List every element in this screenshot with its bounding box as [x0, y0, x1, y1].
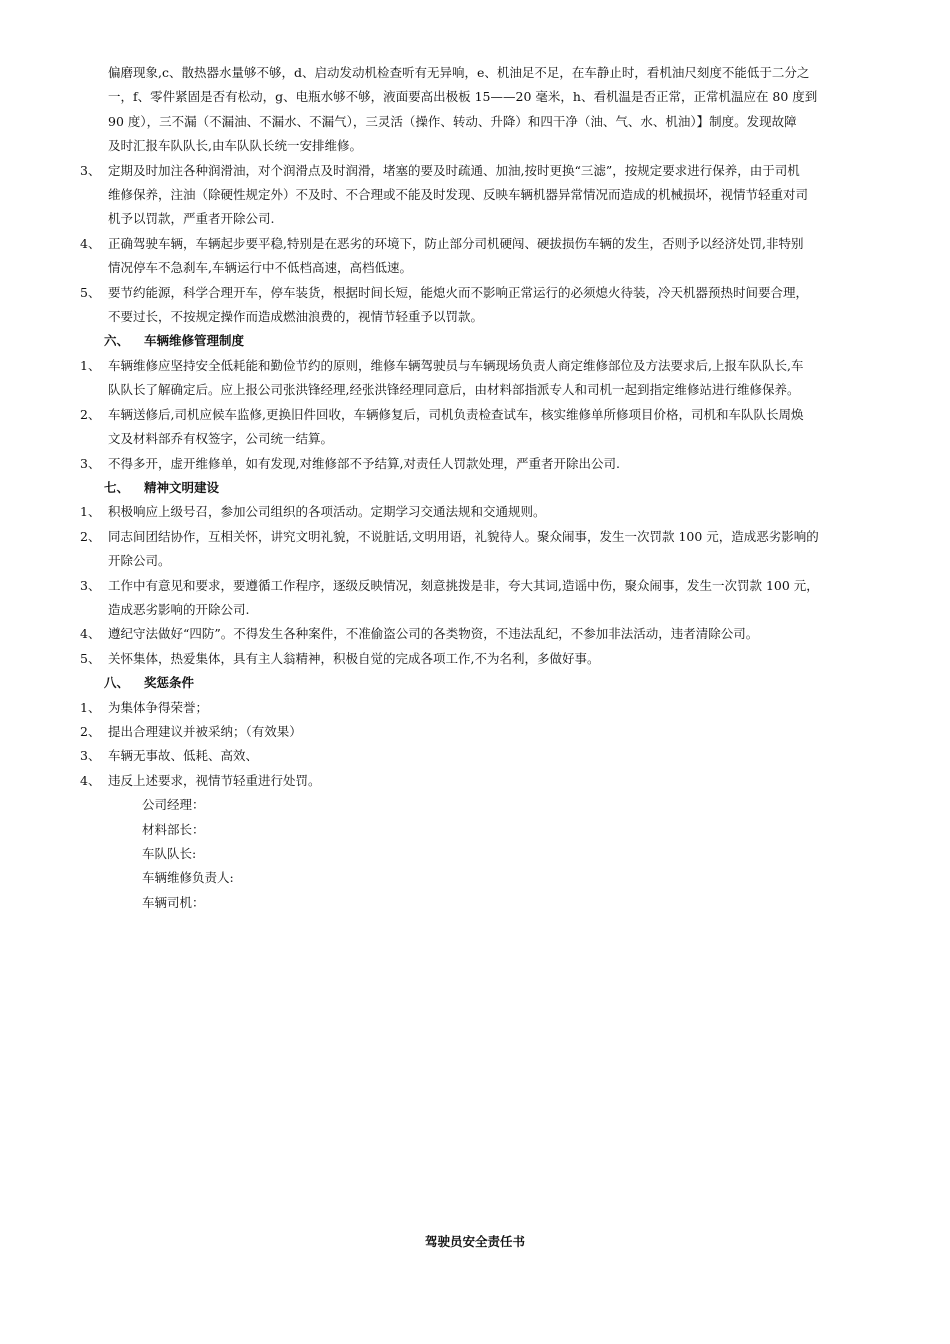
item-text-line: 车辆维修应坚持安全低耗能和勤俭节约的原则，维修车辆驾驶员与车辆现场负责人商定维修部位及方法要求后,上报车队队长,车 [108, 357, 804, 373]
item-text-line: 定期及时加注各种润滑油，对个润滑点及时润滑，堵塞的要及时疏通、加油,按时更换“三滤”，按规定要求进行保养，由于司机 [108, 162, 800, 178]
item-text-line: 要节约能源，科学合理开车，停车装货，根据时间长短，能熄火而不影响正常运行的必须熄火待装，冷天机器预热时间要合理， [108, 284, 809, 300]
item-number: 4、 [80, 626, 101, 642]
item-text-line: 情况停车不急刹车,车辆运行中不低档高速，高档低速。 [108, 260, 412, 276]
list-item [80, 452, 870, 476]
signature-line-repair-lead: 车辆维修负责人: [142, 870, 234, 886]
section-title: 奖惩条件 [144, 675, 195, 691]
item-number: 2、 [80, 406, 101, 422]
item-number: 3、 [80, 162, 101, 178]
list-item [80, 354, 870, 403]
list-item [80, 574, 870, 623]
item-text-line: 维修保养，注油（除硬性规定外）不及时、不合理或不能及时发现、反映车辆机器异常情况而造成的机械损坏，视情节轻重对司 [108, 187, 809, 203]
section-number: 六、 [104, 333, 130, 349]
item-text-line: 同志间团结协作，互相关怀，讲究文明礼貌，不说脏话,文明用语，礼貌待人。聚众闹事，发生一次罚款 100 元，造成恶劣影响的 [108, 528, 819, 544]
item-number: 3、 [80, 577, 101, 593]
item-text-line: 不要过长，不按规定操作而造成燃油浪费的，视情节轻重予以罚款。 [108, 309, 484, 325]
item-text-line: 不得多开，虚开维修单，如有发现,对维修部不予结算,对责任人罚款处理，严重者开除出公司. [108, 455, 620, 471]
list-item [80, 232, 870, 281]
section-title: 车辆维修管理制度 [144, 333, 245, 349]
list-item [80, 281, 870, 330]
item-number: 5、 [80, 650, 101, 666]
item-text-line: 开除公司。 [108, 553, 171, 569]
section-heading [80, 329, 870, 353]
item-text-line: 遵纪守法做好“四防”。不得发生各种案件，不准偷盗公司的各类物资，不违法乱纪，不参加非法活动，违者清除公司。 [108, 626, 759, 642]
item-text-line: 关怀集体，热爱集体，具有主人翁精神，积极自觉的完成各项工作,不为名利，多做好事。 [108, 650, 600, 666]
item-number: 3、 [80, 748, 101, 764]
item-text-line: 工作中有意见和要求，要遵循工作程序，逐级反映情况，刻意挑拨是非，夸大其词,造谣中伤，聚众闹事，发生一次罚款 100 元， [108, 577, 819, 593]
section-heading [80, 671, 870, 695]
item-number: 1、 [80, 357, 101, 373]
item-text-line: 正确驾驶车辆，车辆起步要平稳,特别是在恶劣的环境下，防止部分司机硬闯、硬拔损伤车辆的发生，否则予以经济处罚,非特别 [108, 235, 804, 251]
paragraph-line: 90 度），三不漏（不漏油、不漏水、不漏气），三灵活（操作、转动、升降）和四干净（油、气、水、机油）】制度。发现故障 [108, 113, 797, 129]
item-text-line: 车辆无事故、低耗、高效、 [108, 748, 259, 764]
item-text-line: 造成恶劣影响的开除公司. [108, 601, 250, 617]
item-text-line: 积极响应上级号召，参加公司组织的各项活动。定期学习交通法规和交通规则。 [108, 504, 546, 520]
list-item [80, 696, 870, 720]
item-number: 2、 [80, 723, 101, 739]
section-number: 七、 [104, 479, 130, 495]
item-number: 1、 [80, 699, 101, 715]
paragraph-line: 及时汇报车队队长,由车队队长统一安排维修。 [108, 138, 362, 154]
section-heading [80, 476, 870, 500]
signature-block [80, 793, 870, 915]
next-document-title: 驾驶员安全责任书 [424, 1234, 525, 1249]
item-text-line: 文及材料部乔有权签字，公司统一结算。 [108, 431, 334, 447]
item-number: 1、 [80, 504, 101, 520]
signature-line-manager: 公司经理： [142, 797, 205, 813]
item-number: 5、 [80, 284, 101, 300]
item-text-line: 机予以罚款，严重者开除公司. [108, 211, 275, 227]
list-item [80, 744, 870, 768]
item-text-line: 队队长了解确定后。应上报公司张洪锋经理,经张洪锋经理同意后，由材料部指派专人和司机一起到指定维修站进行维修保养。 [108, 382, 800, 398]
item-number: 4、 [80, 772, 101, 788]
list-item [80, 525, 870, 574]
item-text-line: 车辆送修后,司机应候车监修,更换旧件回收，车辆修复后，司机负责检查试车，核实维修单所修项目价格，司机和车队队长周焕 [108, 406, 804, 422]
list-item [80, 720, 870, 744]
list-item [80, 159, 870, 232]
signature-line-driver: 车辆司机： [142, 894, 205, 910]
item-number: 4、 [80, 235, 101, 251]
list-item [80, 622, 870, 646]
item-number: 3、 [80, 455, 101, 471]
section-title: 精神文明建设 [144, 479, 220, 495]
list-item [80, 647, 870, 671]
signature-line-materials: 材料部长： [142, 821, 205, 837]
item-text-line: 违反上述要求，视情节轻重进行处罚。 [108, 772, 321, 788]
paragraph-line: 偏磨现象,c、散热器水量够不够，d、启动发动机检查听有无异响，e、机油足不足，在车静止时，看机油尺刻度不能低于二分之 [108, 65, 810, 80]
signature-line-fleet-leader: 车队队长: [142, 846, 197, 861]
item-text-line: 提出合理建议并被采纳；（有效果） [108, 723, 302, 739]
section-number: 八、 [104, 675, 130, 691]
item-number: 2、 [80, 528, 101, 544]
item-text-line: 为集体争得荣誉； [108, 699, 209, 715]
list-item [80, 500, 870, 524]
continuation-paragraph [80, 61, 870, 159]
list-item [80, 403, 870, 452]
list-item [80, 769, 870, 793]
document-body [80, 61, 870, 915]
paragraph-line: 一，f、零件紧固是否有松动，g、电瓶水够不够，液面要高出极板 15——20 毫米，h、看机温是否正常，正常机温应在 80 度到 [108, 89, 818, 105]
